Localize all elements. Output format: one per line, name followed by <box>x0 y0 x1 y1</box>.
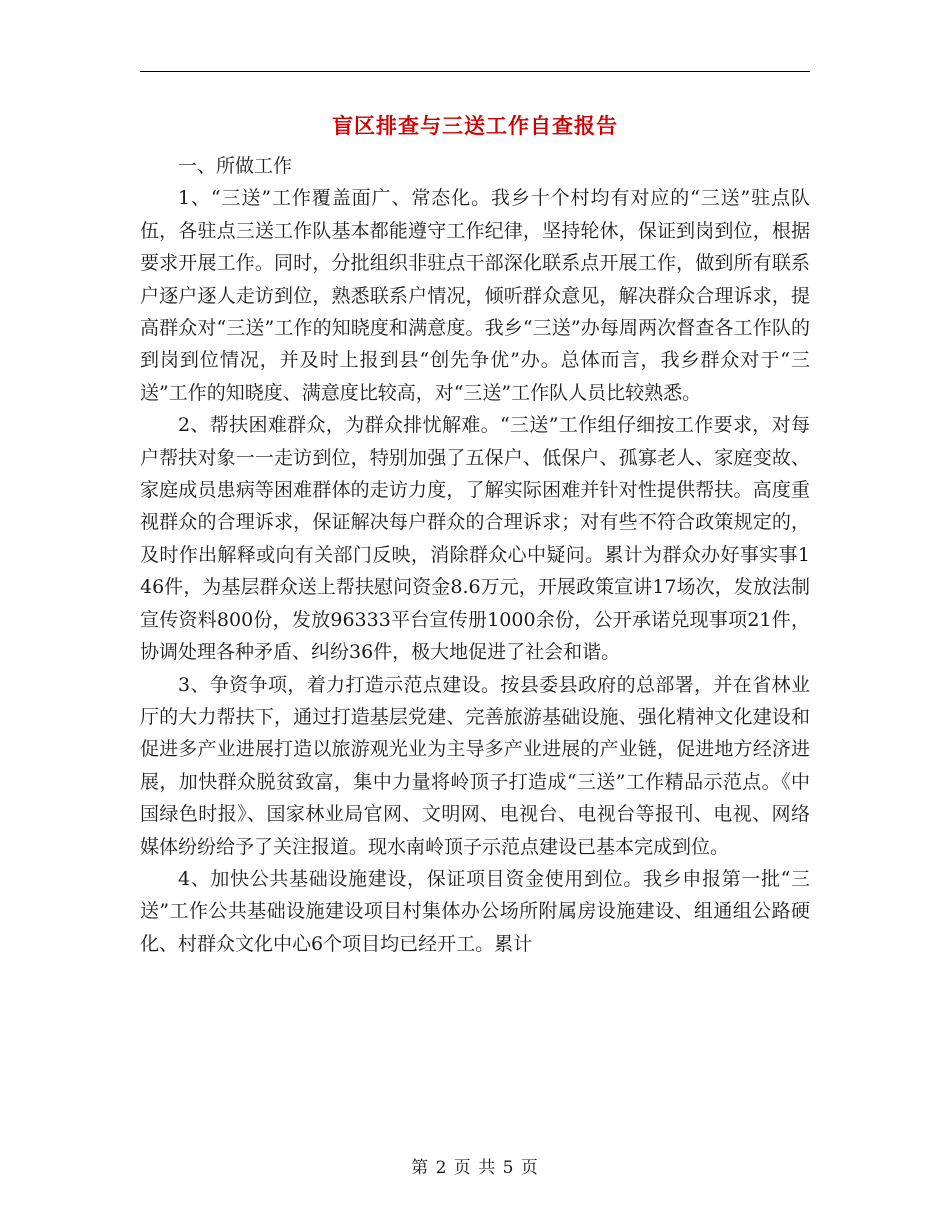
paragraph-3: 3、争资争项，着力打造示范点建设。按县委县政府的总部署，并在省林业厅的大力帮扶下，通过打造基层党建、完善旅游基础设施、强化精神文化建设和促进多产业进展打造以旅游观光业为主导多产业进展的产业链，促进地方经济进展，加快群众脱贫致富，集中力量将岭顶子打造成“三送”工作精品示范点。《中国绿色时报》、国家林业局官网、文明网、电视台、电视台等报刊、电视、网络媒体纷纷给予了关注报道。现水南岭顶子示范点建设已基本完成到位。 <box>140 673 810 858</box>
paragraph-4: 4、加快公共基础设施建设，保证项目资金使用到位。我乡申报第一批“三送”工作公共基础设施建设项目村集体办公场所附属房设施建设、组通组公路硬化、村群众文化中心6个项目均已经开工。累计 <box>140 867 810 955</box>
page-footer: 第 2 页 共 5 页 <box>411 1158 539 1178</box>
document-body <box>140 150 810 960</box>
document-title: 盲区排查与三送工作自查报告 <box>332 113 618 138</box>
header-rule <box>140 71 810 72</box>
paragraph-1: 1、“三送”工作覆盖面广、常态化。我乡十个村均有对应的“三送”驻点队伍，各驻点三送工作队基本都能遵守工作纪律，坚持轮休，保证到岗到位，根据要求开展工作。同时，分批组织非驻点干部深化联系点开展工作，做到所有联系户逐户逐人走访到位，熟悉联系户情况，倾听群众意见，解决群众合理诉求，提高群众对“三送”工作的知晓度和满意度。我乡“三送”办每周两次督查各工作队的到岗到位情况，并及时上报到县“创先争优”办。总体而言，我乡群众对于“三送”工作的知晓度、满意度比较高，对“三送”工作队人员比较熟悉。 <box>140 187 810 404</box>
section-heading: 一、所做工作 <box>178 155 293 177</box>
paragraph-2: 2、帮扶困难群众，为群众排忧解难。“三送”工作组仔细按工作要求，对每户帮扶对象一一走访到位，特别加强了五保户、低保户、孤寡老人、家庭变故、家庭成员患病等困难群体的走访力度，了解实际困难并针对性提供帮扶。高度重视群众的合理诉求，保证解决每户群众的合理诉求；对有些不符合政策规定的，及时作出解释或向有关部门反映，消除群众心中疑问。累计为群众办好事实事146件，为基层群众送上帮扶慰问资金8.6万元，开展政策宣讲17场次，发放法制宣传资料800份，发放96333平台宣传册1000余份，公开承诺兑现事项21件，协调处理各种矛盾、纠纷36件，极大地促进了社会和谐。 <box>140 414 810 664</box>
